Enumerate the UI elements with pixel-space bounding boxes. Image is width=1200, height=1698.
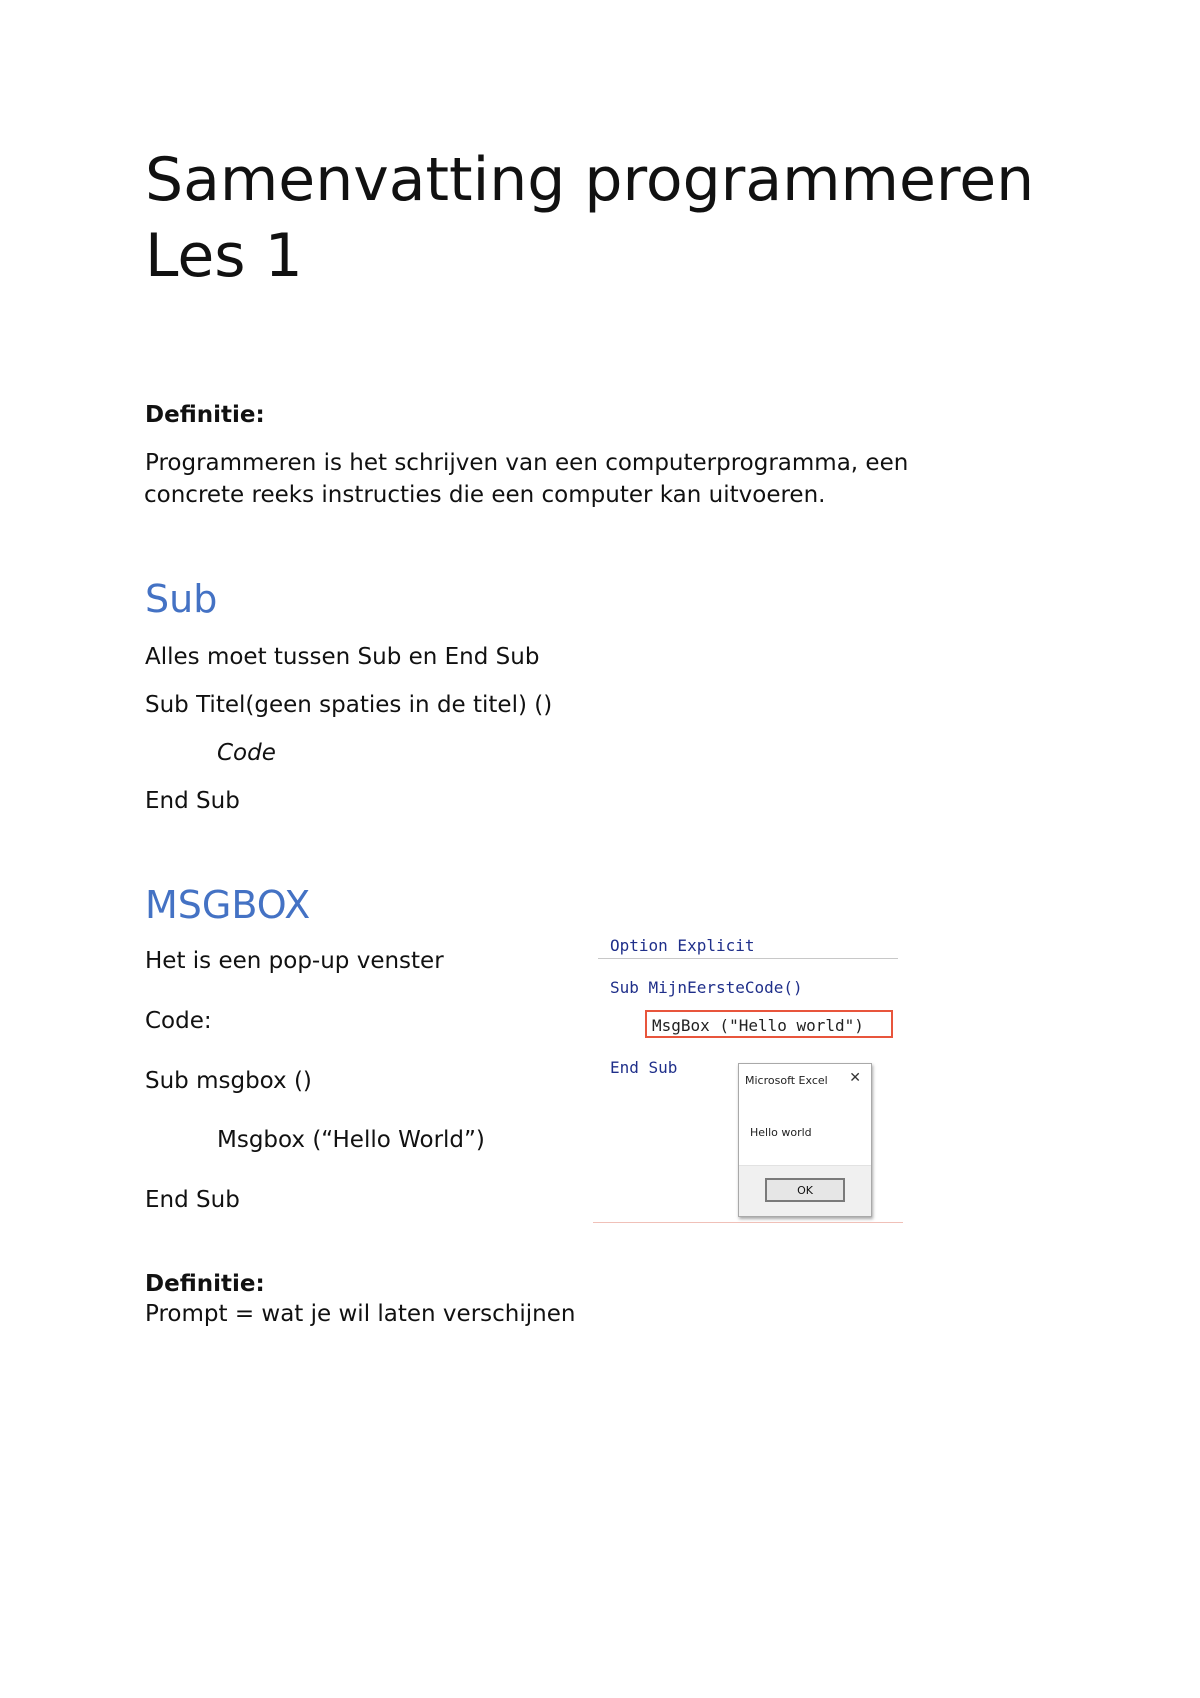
message-box-dialog [738,1063,872,1217]
figure-bottom-line [593,1222,903,1223]
code-end-sub: End Sub [610,1058,678,1077]
definition2-text: Prompt = wat je wil laten verschijnen [145,1301,576,1327]
definition-label: Definitie: [145,402,265,428]
document-title-line1: Samenvatting programmeren [145,145,1035,215]
msgbox-text-line5: End Sub [145,1187,240,1213]
definition2-label: Definitie: [145,1271,265,1297]
dialog-title: Microsoft Excel [745,1074,828,1087]
sub-heading: Sub [145,577,218,621]
msgbox-text-line3: Sub msgbox () [145,1068,312,1094]
sub-text-line2: Sub Titel(geen spaties in de titel) () [145,692,553,718]
sub-code-placeholder: Code [217,740,276,766]
sub-text-end: End Sub [145,788,240,814]
vba-screenshot [598,930,908,1230]
ok-button[interactable]: OK [765,1178,845,1202]
definition-text-line2: concrete reeks instructies die een computer kan uitvoeren. [144,482,826,508]
sub-text-line1: Alles moet tussen Sub en End Sub [145,644,540,670]
document-title-line2: Les 1 [145,221,303,291]
definition-text-line1: Programmeren is het schrijven van een computerprogramma, een [145,450,909,476]
dialog-message: Hello world [750,1126,812,1139]
close-icon[interactable]: ✕ [849,1070,861,1086]
code-option-explicit: Option Explicit [610,936,755,955]
msgbox-text-line1: Het is een pop-up venster [145,948,444,974]
dialog-footer [739,1165,871,1216]
code-sub-line: Sub MijnEersteCode() [610,978,803,997]
code-msgbox-line: MsgBox ("Hello world") [652,1016,864,1035]
code-separator [598,958,898,959]
msgbox-text-line2: Code: [145,1008,212,1034]
msgbox-text-line4: Msgbox (“Hello World”) [217,1127,485,1153]
msgbox-heading: MSGBOX [145,883,311,927]
